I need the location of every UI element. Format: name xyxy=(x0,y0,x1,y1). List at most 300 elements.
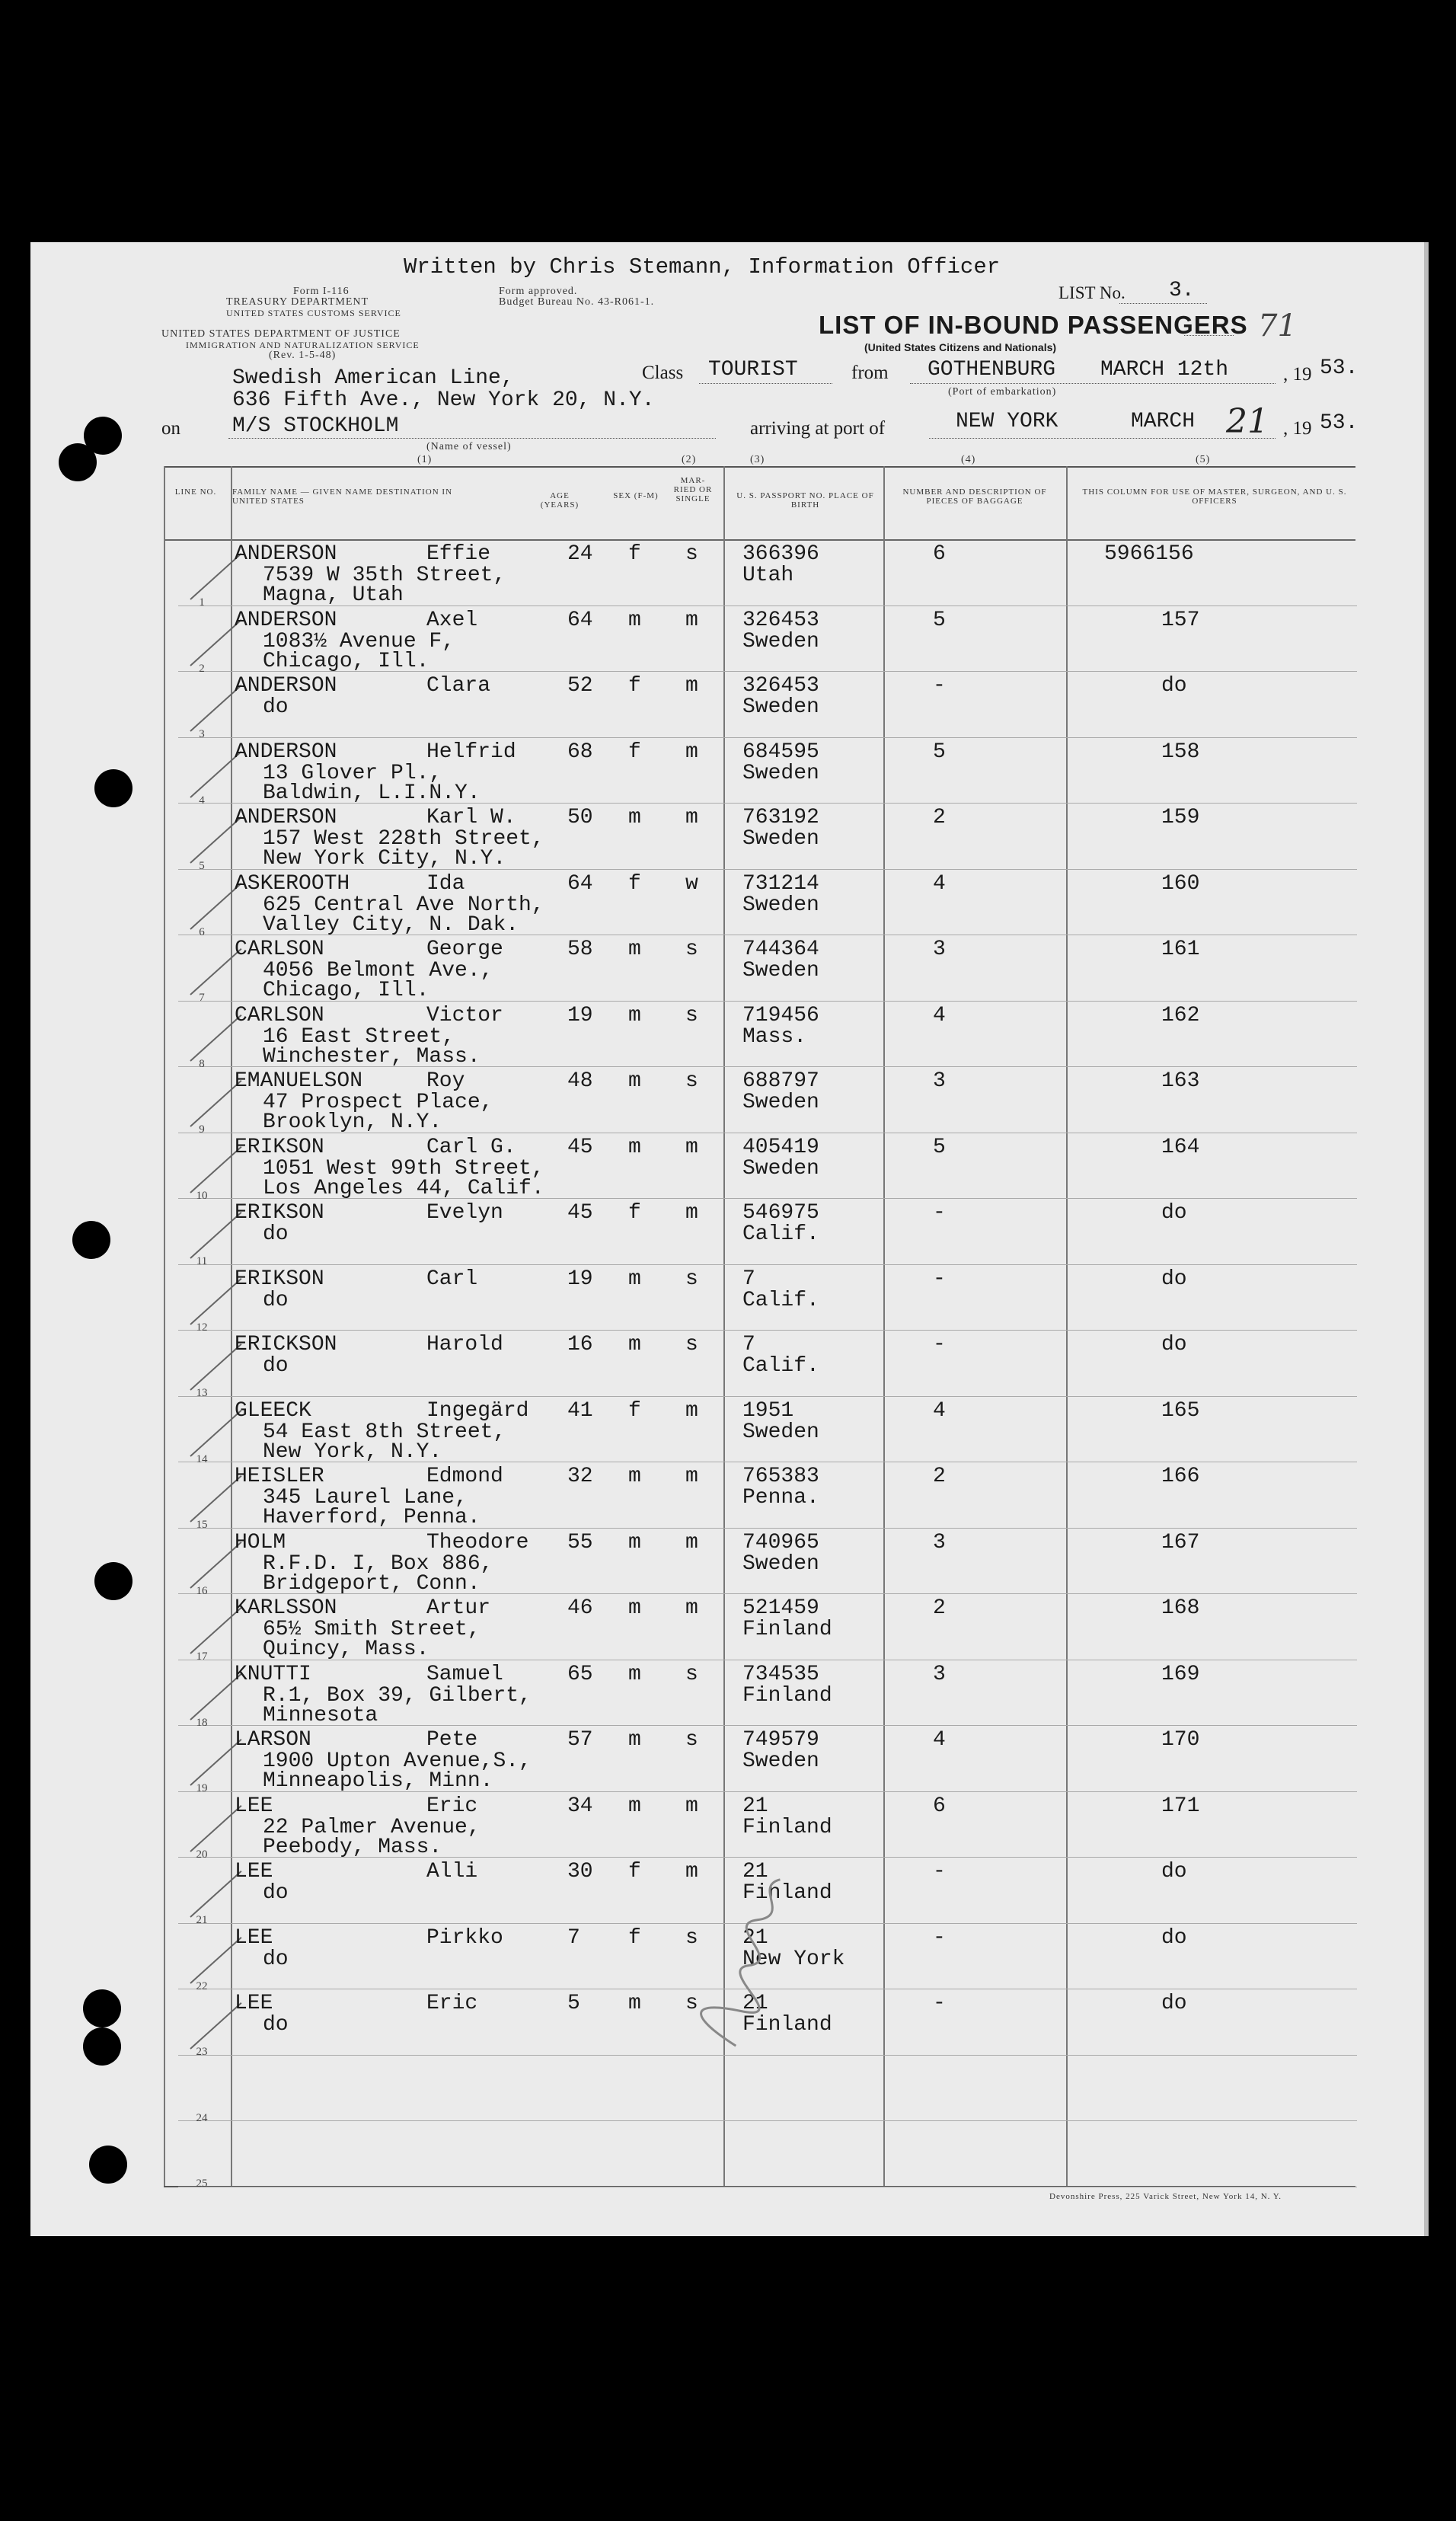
place-of-birth: Sweden xyxy=(742,761,819,785)
passenger-given-name: Artur xyxy=(426,1596,491,1620)
marital-status: m xyxy=(685,1398,698,1423)
place-of-birth: Finland xyxy=(742,1618,832,1641)
passenger-given-name: Helfrid xyxy=(426,740,516,764)
col-header-baggage: NUMBER AND DESCRIPTION OF PIECES OF BAGGAGE xyxy=(902,487,1047,506)
passenger-given-name: Eric xyxy=(426,1992,478,2015)
col-header-line: LINE NO. xyxy=(174,487,217,497)
passenger-family-name: HEISLER xyxy=(235,1465,324,1488)
place-of-birth: Mass. xyxy=(742,1024,807,1049)
line-number: 5 xyxy=(199,860,205,872)
passenger-age: 64 xyxy=(567,871,593,896)
passenger-age: 68 xyxy=(567,740,593,764)
on-label: on xyxy=(161,418,180,439)
officer-number: 5966156 xyxy=(1104,542,1194,566)
passport-number: 326453 xyxy=(742,608,819,632)
arrival-year-prefix: , 19 xyxy=(1283,418,1312,439)
column-number: (4) xyxy=(961,454,976,465)
passenger-family-name: LEE xyxy=(235,1992,273,2015)
marital-status: m xyxy=(685,1530,698,1554)
passenger-sex: m xyxy=(628,1333,641,1356)
destination-line-1: 1051 West 99th Street, xyxy=(263,1156,544,1181)
passenger-age: 32 xyxy=(567,1465,593,1488)
place-of-birth: Calif. xyxy=(742,1354,819,1378)
destination-line-1: 1900 Upton Avenue,S., xyxy=(263,1749,532,1773)
destination-line-1: 7539 W 35th Street, xyxy=(263,564,506,587)
baggage-count: 5 xyxy=(933,608,946,632)
place-of-birth: Penna. xyxy=(742,1486,819,1510)
arrival-port: NEW YORK xyxy=(956,410,1058,433)
place-of-birth: Sweden xyxy=(742,1420,819,1444)
baggage-count: 5 xyxy=(933,740,946,764)
line-number: 1 xyxy=(199,596,205,609)
passenger-family-name: ASKEROOTH xyxy=(235,871,350,896)
passenger-age: 16 xyxy=(567,1333,593,1356)
place-of-birth: New York xyxy=(742,1947,845,1971)
passport-number: 7 xyxy=(742,1267,755,1291)
marital-status: s xyxy=(685,938,698,961)
officer-number: 158 xyxy=(1161,740,1200,764)
passenger-sex: m xyxy=(628,1794,641,1818)
destination-line-2: Winchester, Mass. xyxy=(263,1044,481,1069)
destination-line-2: Minnesota xyxy=(263,1703,378,1727)
passport-number: 744364 xyxy=(742,938,819,961)
passport-number: 326453 xyxy=(742,674,819,698)
passenger-age: 52 xyxy=(567,674,593,698)
punch-hole xyxy=(89,2146,127,2184)
passenger-given-name: Ingegärd xyxy=(426,1398,529,1423)
line-number: 24 xyxy=(196,2111,208,2124)
passport-number: 21 xyxy=(742,1992,768,2015)
row-divider xyxy=(178,1330,1357,1331)
passenger-family-name: LEE xyxy=(235,1794,273,1818)
marital-status: s xyxy=(685,1267,698,1291)
row-divider xyxy=(178,1264,1357,1265)
column-number: (1) xyxy=(417,454,433,465)
marital-status: m xyxy=(685,806,698,829)
destination-line-2: Magna, Utah xyxy=(263,583,404,607)
officer-number: 157 xyxy=(1161,608,1200,632)
destination-line-1: do xyxy=(263,695,289,719)
passport-number: 688797 xyxy=(742,1069,819,1093)
punch-hole xyxy=(59,443,97,481)
budget-bureau: Budget Bureau No. 43-R061-1. xyxy=(499,296,655,308)
marital-status: m xyxy=(685,1135,698,1159)
officer-number: 168 xyxy=(1161,1596,1200,1620)
passenger-given-name: Karl W. xyxy=(426,806,516,829)
marital-status: s xyxy=(685,1925,698,1950)
passenger-given-name: Effie xyxy=(426,542,491,566)
marital-status: s xyxy=(685,1069,698,1093)
passport-number: 7 xyxy=(742,1333,755,1356)
passenger-sex: m xyxy=(628,1728,641,1752)
passenger-given-name: Samuel xyxy=(426,1662,503,1686)
passport-number: 731214 xyxy=(742,871,819,896)
line-number: 14 xyxy=(196,1452,208,1465)
line-number: 2 xyxy=(199,662,205,675)
form-subtitle: (United States Citizens and Nationals) xyxy=(864,341,1057,353)
passenger-family-name: ANDERSON xyxy=(235,740,337,764)
marital-status: m xyxy=(685,608,698,632)
marital-status: m xyxy=(685,1860,698,1884)
passenger-age: 24 xyxy=(567,542,593,566)
passenger-family-name: CARLSON xyxy=(235,1003,324,1027)
passenger-given-name: George xyxy=(426,938,503,961)
passenger-sex: f xyxy=(628,1201,641,1225)
col-header-married: MAR-RIED OR SINGLE xyxy=(673,476,713,503)
marital-status: s xyxy=(685,1728,698,1752)
vessel-note: (Name of vessel) xyxy=(426,441,512,452)
passport-number: 546975 xyxy=(742,1201,819,1225)
passenger-age: 57 xyxy=(567,1728,593,1752)
title-underline xyxy=(1184,335,1234,336)
baggage-count: 4 xyxy=(933,1003,946,1027)
baggage-count: - xyxy=(933,1925,946,1950)
passenger-sex: m xyxy=(628,938,641,961)
punch-hole xyxy=(94,1562,133,1600)
embark-port: GOTHENBURG xyxy=(928,358,1056,382)
depart-date: MARCH 12th xyxy=(1100,358,1229,382)
passenger-family-name: CARLSON xyxy=(235,938,324,961)
place-of-birth: Sweden xyxy=(742,629,819,653)
officer-number: do xyxy=(1161,1992,1187,2015)
col-header-name: FAMILY NAME — GIVEN NAME DESTINATION IN UNITED STATES xyxy=(232,487,453,506)
line-number: 4 xyxy=(199,794,205,807)
passenger-age: 30 xyxy=(567,1860,593,1884)
passport-number: 1951 xyxy=(742,1398,794,1423)
line-number: 20 xyxy=(196,1848,208,1861)
destination-line-2: Brooklyn, N.Y. xyxy=(263,1110,442,1134)
passenger-given-name: Victor xyxy=(426,1003,503,1027)
officer-number: do xyxy=(1161,1860,1187,1884)
marital-status: m xyxy=(685,1465,698,1488)
passenger-family-name: ERICKSON xyxy=(235,1333,337,1356)
passenger-given-name: Pete xyxy=(426,1728,478,1752)
officer-number: 160 xyxy=(1161,871,1200,896)
passenger-family-name: ERIKSON xyxy=(235,1267,324,1291)
destination-line-1: do xyxy=(263,1288,289,1312)
punch-hole xyxy=(94,769,133,807)
marital-status: m xyxy=(685,1794,698,1818)
destination-line-2: Bridgeport, Conn. xyxy=(263,1571,481,1596)
arriving-label: arriving at port of xyxy=(750,418,886,439)
passenger-family-name: HOLM xyxy=(235,1530,286,1554)
passport-number: 684595 xyxy=(742,740,819,764)
shipping-line-name: Swedish American Line, xyxy=(232,366,514,390)
baggage-count: - xyxy=(933,674,946,698)
passenger-age: 5 xyxy=(567,1992,580,2015)
punch-hole xyxy=(72,1221,110,1259)
destination-line-2: Peebody, Mass. xyxy=(263,1835,442,1859)
place-of-birth: Sweden xyxy=(742,1551,819,1576)
place-of-birth: Calif. xyxy=(742,1288,819,1312)
officer-number: do xyxy=(1161,1201,1187,1225)
destination-line-1: do xyxy=(263,1354,289,1378)
baggage-count: 4 xyxy=(933,871,946,896)
marital-status: m xyxy=(685,1596,698,1620)
passenger-sex: m xyxy=(628,1135,641,1159)
form-title: LIST OF IN-BOUND PASSENGERS xyxy=(819,311,1248,339)
passenger-given-name: Edmond xyxy=(426,1465,503,1488)
officer-number: 164 xyxy=(1161,1135,1200,1159)
destination-line-1: do xyxy=(263,1222,289,1246)
passenger-age: 45 xyxy=(567,1135,593,1159)
line-number: 9 xyxy=(199,1123,205,1136)
passenger-age: 65 xyxy=(567,1662,593,1686)
destination-line-1: do xyxy=(263,1947,289,1971)
line-number: 12 xyxy=(196,1321,208,1334)
place-of-birth: Utah xyxy=(742,564,794,587)
passenger-family-name: LEE xyxy=(235,1860,273,1884)
arrival-month: MARCH xyxy=(1131,410,1196,433)
passenger-sex: f xyxy=(628,1398,641,1423)
officer-number: 159 xyxy=(1161,806,1200,829)
place-of-birth: Calif. xyxy=(742,1222,819,1246)
passenger-given-name: Carl G. xyxy=(426,1135,516,1159)
place-of-birth: Finland xyxy=(742,1815,832,1839)
place-of-birth: Sweden xyxy=(742,1091,819,1114)
passenger-age: 48 xyxy=(567,1069,593,1093)
table-header-rule xyxy=(164,539,1355,541)
column-number: (3) xyxy=(750,454,765,465)
passenger-family-name: ANDERSON xyxy=(235,542,337,566)
destination-line-2: Los Angeles 44, Calif. xyxy=(263,1176,544,1200)
line-number: 21 xyxy=(196,1914,208,1926)
place-of-birth: Sweden xyxy=(742,695,819,719)
place-of-birth: Sweden xyxy=(742,827,819,851)
baggage-count: - xyxy=(933,1860,946,1884)
destination-line-2: Baldwin, L.I.N.Y. xyxy=(263,781,481,805)
justice-dept: UNITED STATES DEPARTMENT OF JUSTICE xyxy=(161,328,401,340)
port-embark-note: (Port of embarkation) xyxy=(948,386,1057,398)
place-of-birth: Finland xyxy=(742,1683,832,1708)
passenger-family-name: LEE xyxy=(235,1925,273,1950)
list-no-underline xyxy=(1119,303,1207,304)
baggage-count: 5 xyxy=(933,1135,946,1159)
row-divider xyxy=(178,1396,1357,1397)
passport-number: 21 xyxy=(742,1925,768,1950)
destination-line-2: Chicago, Ill. xyxy=(263,649,429,673)
passport-number: 749579 xyxy=(742,1728,819,1752)
passport-number: 521459 xyxy=(742,1596,819,1620)
passenger-family-name: GLEECK xyxy=(235,1398,311,1423)
passenger-age: 41 xyxy=(567,1398,593,1423)
passenger-given-name: Carl xyxy=(426,1267,478,1291)
passenger-family-name: ANDERSON xyxy=(235,806,337,829)
marital-status: s xyxy=(685,1992,698,2015)
passport-number: 719456 xyxy=(742,1003,819,1027)
col-header-age: AGE (YEARS) xyxy=(540,491,580,510)
passport-number: 21 xyxy=(742,1860,768,1884)
destination-line-1: 54 East 8th Street, xyxy=(263,1420,506,1444)
destination-line-2: Haverford, Penna. xyxy=(263,1506,481,1529)
printer-imprint: Devonshire Press, 225 Varick Street, New York 14, N. Y. xyxy=(1049,2192,1282,2201)
list-number: 3. xyxy=(1169,279,1195,302)
officer-number: 165 xyxy=(1161,1398,1200,1423)
customs-service: UNITED STATES CUSTOMS SERVICE xyxy=(226,308,401,318)
baggage-count: 4 xyxy=(933,1728,946,1752)
column-divider xyxy=(231,466,232,2186)
baggage-count: 2 xyxy=(933,1596,946,1620)
handwritten-top-note: Written by Chris Stemann, Information Officer xyxy=(404,254,1001,280)
passenger-given-name: Roy xyxy=(426,1069,465,1093)
destination-line-1: 4056 Belmont Ave., xyxy=(263,959,493,983)
punch-hole xyxy=(83,1989,121,2027)
passenger-given-name: Eric xyxy=(426,1794,478,1818)
col-header-sex: SEX (F-M) xyxy=(613,491,659,500)
passenger-age: 45 xyxy=(567,1201,593,1225)
destination-line-1: 22 Palmer Avenue, xyxy=(263,1815,481,1839)
passenger-age: 64 xyxy=(567,608,593,632)
passenger-age: 58 xyxy=(567,938,593,961)
depart-year: 53. xyxy=(1320,356,1359,380)
column-number: (2) xyxy=(682,454,697,465)
list-no-label: LIST No. xyxy=(1058,283,1126,302)
passenger-family-name: ERIKSON xyxy=(235,1201,324,1225)
baggage-count: 3 xyxy=(933,1530,946,1554)
destination-line-2: Valley City, N. Dak. xyxy=(263,912,519,937)
passenger-family-name: ANDERSON xyxy=(235,608,337,632)
destination-line-1: do xyxy=(263,1881,289,1905)
marital-status: m xyxy=(685,674,698,698)
passenger-family-name: LARSON xyxy=(235,1728,311,1752)
line-number: 3 xyxy=(199,728,205,740)
destination-line-1: 1083½ Avenue F, xyxy=(263,629,455,653)
destination-line-2: Chicago, Ill. xyxy=(263,979,429,1002)
passenger-given-name: Harold xyxy=(426,1333,503,1356)
row-divider xyxy=(178,737,1357,738)
line-number: 25 xyxy=(196,2178,208,2190)
passenger-sex: m xyxy=(628,1662,641,1686)
marital-status: s xyxy=(685,1662,698,1686)
destination-line-1: 13 Glover Pl., xyxy=(263,761,442,785)
destination-line-1: do xyxy=(263,2013,289,2037)
stamp-number: 71 xyxy=(1258,308,1297,343)
destination-line-1: 65½ Smith Street, xyxy=(263,1618,481,1641)
passenger-sex: f xyxy=(628,674,641,698)
passenger-family-name: EMANUELSON xyxy=(235,1069,363,1093)
passenger-sex: m xyxy=(628,1465,641,1488)
destination-line-2: New York City, N.Y. xyxy=(263,847,506,871)
col-header-officers: THIS COLUMN FOR USE OF MASTER, SURGEON, AND U. S. OFFICERS xyxy=(1082,487,1347,506)
arrival-underline xyxy=(929,438,1276,439)
ins-service: IMMIGRATION AND NATURALIZATION SERVICE xyxy=(186,340,420,350)
passenger-age: 55 xyxy=(567,1530,593,1554)
officer-number: 162 xyxy=(1161,1003,1200,1027)
from-label: from xyxy=(851,363,889,383)
baggage-count: - xyxy=(933,1992,946,2015)
passenger-family-name: KARLSSON xyxy=(235,1596,337,1620)
officer-number: do xyxy=(1161,1267,1187,1291)
destination-line-1: 157 West 228th Street, xyxy=(263,827,544,851)
arrival-day: 21 xyxy=(1226,402,1269,441)
destination-line-2: New York, N.Y. xyxy=(263,1439,442,1464)
line-number: 7 xyxy=(199,992,205,1004)
line-number: 6 xyxy=(199,925,205,938)
officer-number: do xyxy=(1161,1925,1187,1950)
passenger-family-name: KNUTTI xyxy=(235,1662,311,1686)
passenger-sex: f xyxy=(628,542,641,566)
form-approved: Form approved. xyxy=(499,286,578,297)
treasury-dept: TREASURY DEPARTMENT xyxy=(226,296,369,308)
place-of-birth: Sweden xyxy=(742,1156,819,1181)
line-number: 18 xyxy=(196,1716,208,1729)
marital-status: m xyxy=(685,740,698,764)
baggage-count: - xyxy=(933,1201,946,1225)
baggage-count: 6 xyxy=(933,542,946,566)
marital-status: s xyxy=(685,1003,698,1027)
officer-number: 166 xyxy=(1161,1465,1200,1488)
depart-year-prefix: , 19 xyxy=(1283,364,1312,385)
destination-line-1: 345 Laurel Lane, xyxy=(263,1486,468,1510)
line-number: 19 xyxy=(196,1782,208,1794)
passenger-given-name: Ida xyxy=(426,871,465,896)
passenger-sex: f xyxy=(628,1860,641,1884)
punch-hole xyxy=(83,2027,121,2066)
column-divider xyxy=(164,466,165,2186)
passenger-family-name: ANDERSON xyxy=(235,674,337,698)
passport-number: 405419 xyxy=(742,1135,819,1159)
column-divider xyxy=(883,466,885,2186)
passenger-family-name: ERIKSON xyxy=(235,1135,324,1159)
destination-line-2: Minneapolis, Minn. xyxy=(263,1769,493,1793)
baggage-count: 2 xyxy=(933,1465,946,1488)
passenger-age: 7 xyxy=(567,1925,580,1950)
passport-number: 765383 xyxy=(742,1465,819,1488)
passenger-age: 19 xyxy=(567,1267,593,1291)
passenger-given-name: Pirkko xyxy=(426,1925,503,1950)
passport-number: 734535 xyxy=(742,1662,819,1686)
row-divider xyxy=(178,2055,1357,2056)
passenger-age: 19 xyxy=(567,1003,593,1027)
passport-number: 366396 xyxy=(742,542,819,566)
destination-line-1: R.1, Box 39, Gilbert, xyxy=(263,1683,532,1708)
passenger-sex: m xyxy=(628,1530,641,1554)
baggage-count: 6 xyxy=(933,1794,946,1818)
passport-number: 21 xyxy=(742,1794,768,1818)
passport-number: 740965 xyxy=(742,1530,819,1554)
column-divider xyxy=(1066,466,1068,2186)
passenger-sex: f xyxy=(628,871,641,896)
baggage-count: 2 xyxy=(933,806,946,829)
officer-number: 163 xyxy=(1161,1069,1200,1093)
officer-number: do xyxy=(1161,674,1187,698)
officer-number: do xyxy=(1161,1333,1187,1356)
passenger-given-name: Theodore xyxy=(426,1530,529,1554)
baggage-count: 3 xyxy=(933,1069,946,1093)
passenger-given-name: Evelyn xyxy=(426,1201,503,1225)
line-number: 22 xyxy=(196,1979,208,1992)
place-of-birth: Finland xyxy=(742,1881,832,1905)
officer-number: 171 xyxy=(1161,1794,1200,1818)
passenger-given-name: Clara xyxy=(426,674,491,698)
officer-number: 169 xyxy=(1161,1662,1200,1686)
passenger-given-name: Alli xyxy=(426,1860,478,1884)
passenger-sex: m xyxy=(628,1596,641,1620)
passenger-given-name: Axel xyxy=(426,608,478,632)
marital-status: w xyxy=(685,871,698,896)
shipping-line-address: 636 Fifth Ave., New York 20, N.Y. xyxy=(232,388,655,412)
table-top-rule xyxy=(164,466,1355,468)
baggage-count: 3 xyxy=(933,938,946,961)
baggage-count: - xyxy=(933,1267,946,1291)
passenger-sex: m xyxy=(628,608,641,632)
marital-status: s xyxy=(685,542,698,566)
passenger-sex: m xyxy=(628,1992,641,2015)
passenger-sex: m xyxy=(628,1069,641,1093)
line-number: 17 xyxy=(196,1650,208,1663)
passenger-sex: f xyxy=(628,1925,641,1950)
class-value: TOURIST xyxy=(708,358,798,382)
